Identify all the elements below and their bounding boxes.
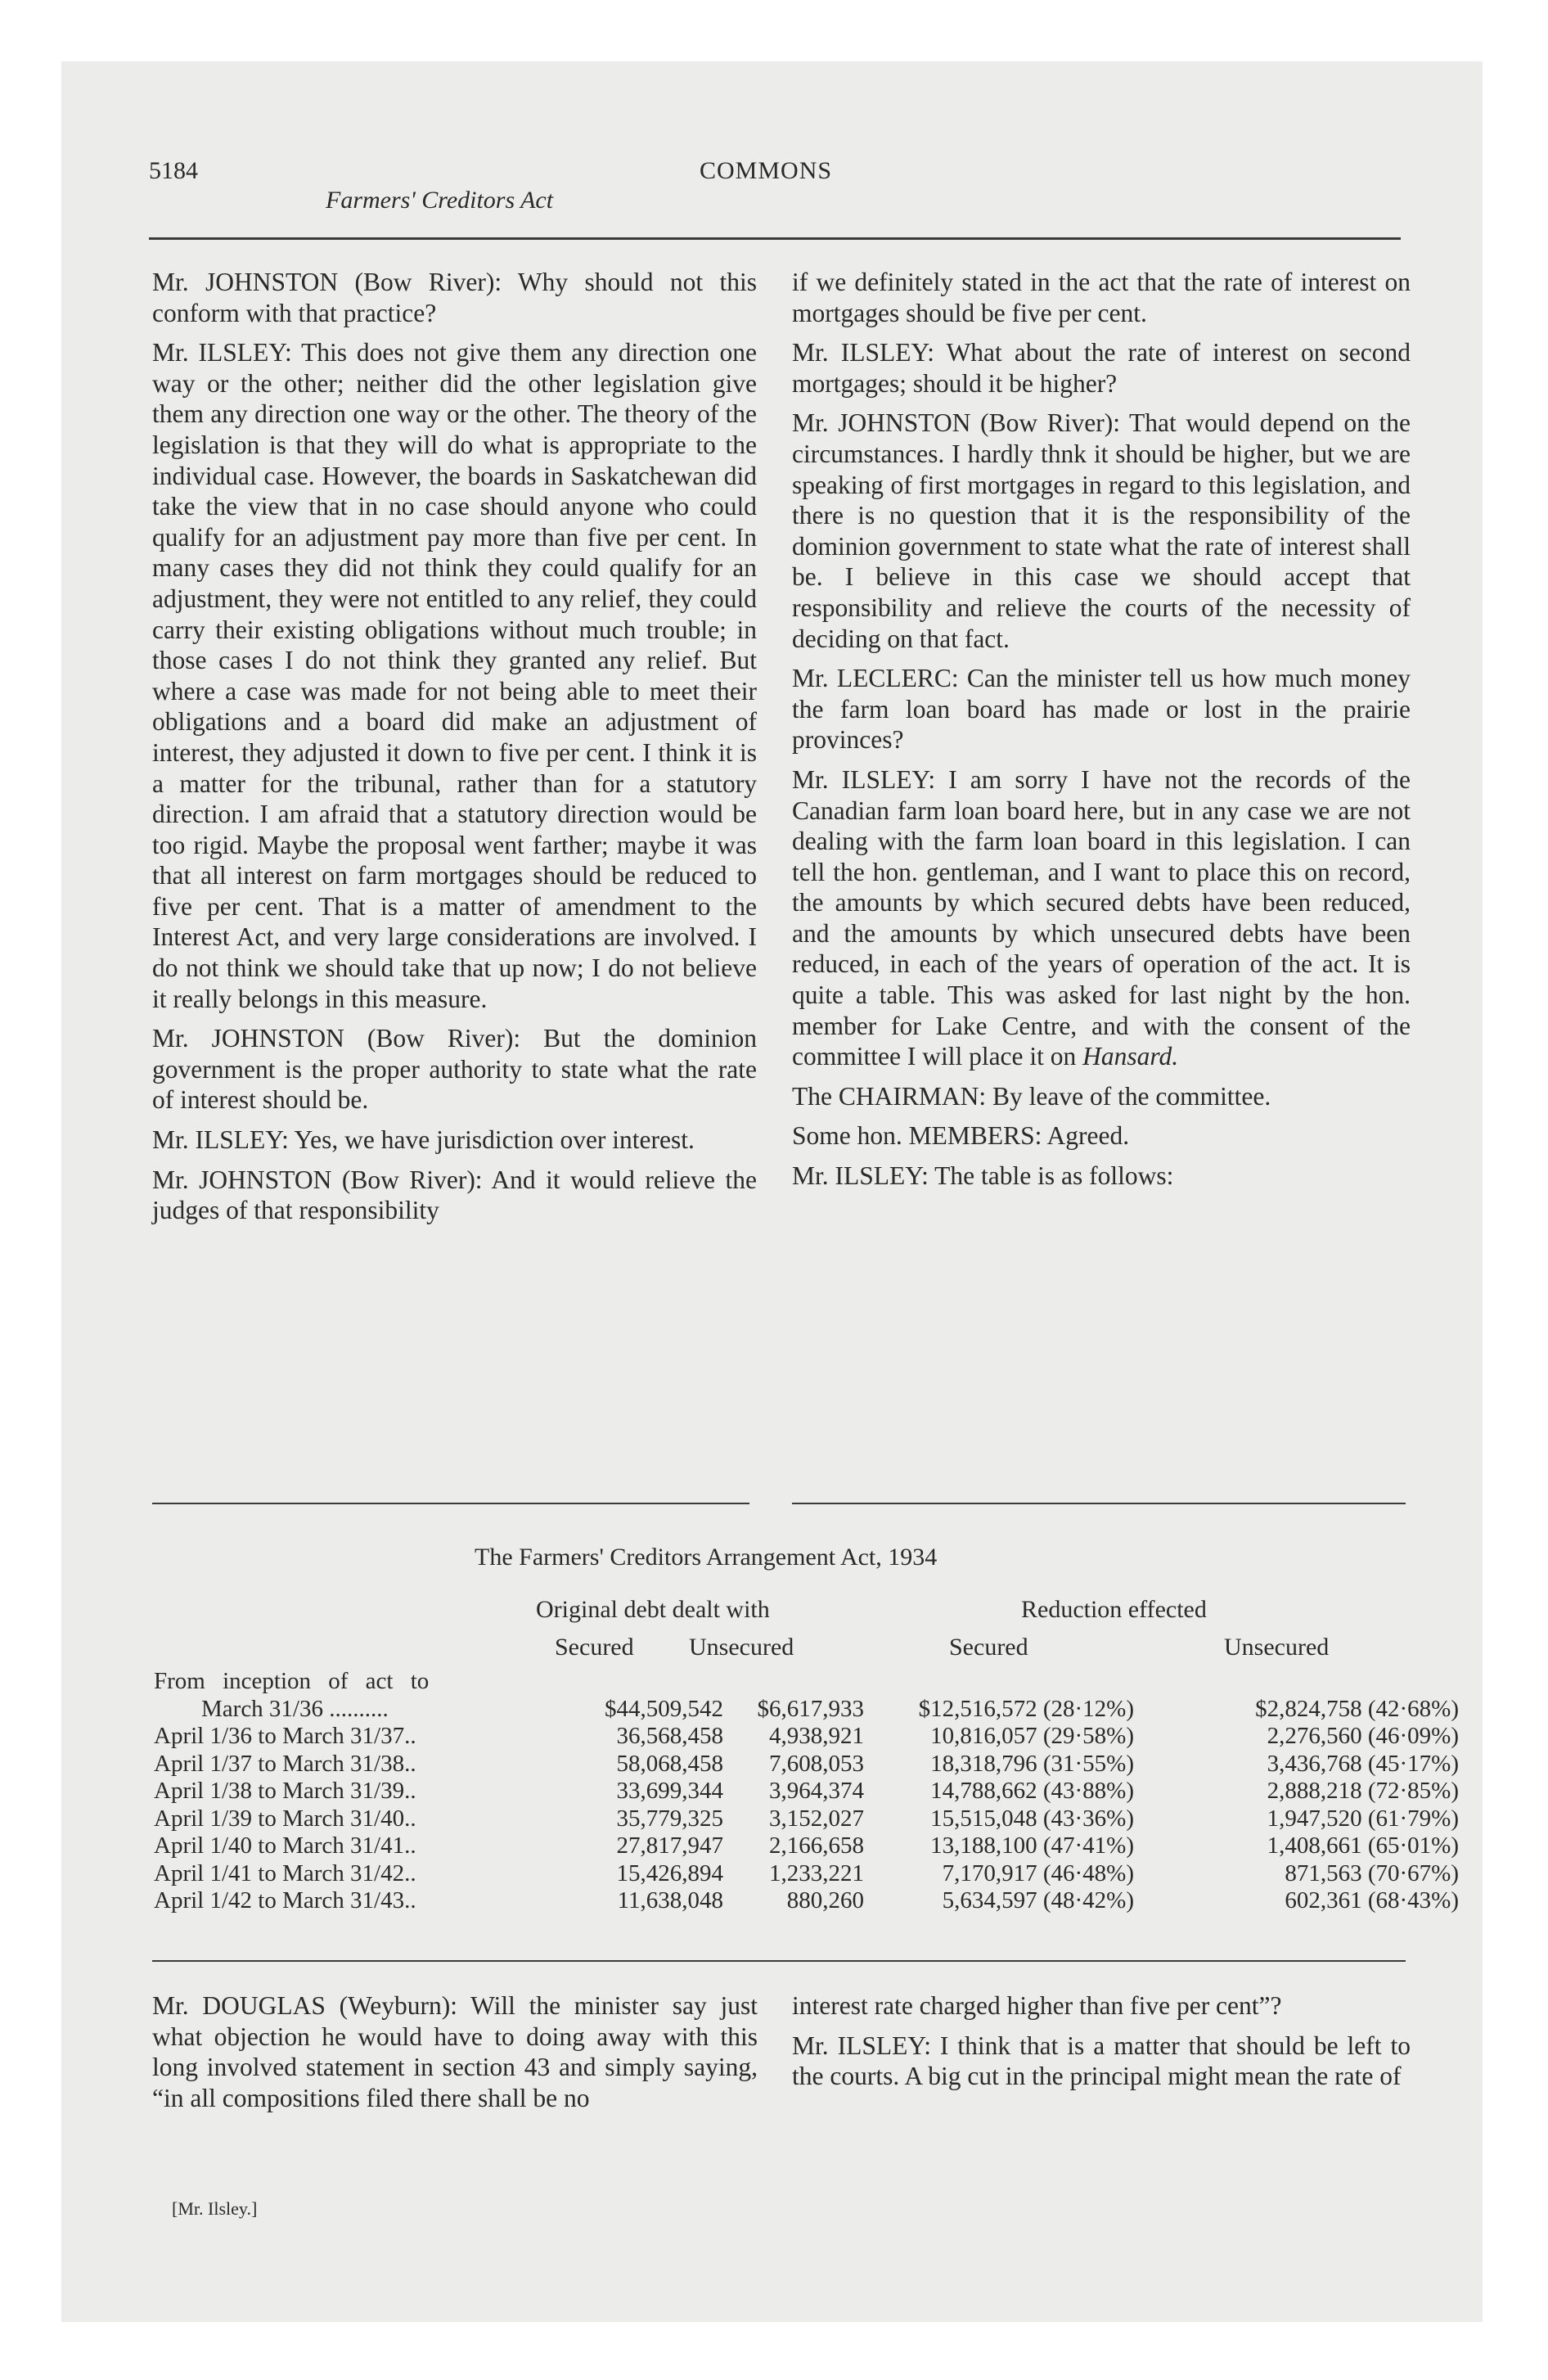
paragraph: Mr. ILSLEY: What about the rate of interest on second mortgages; should it be higher?	[792, 338, 1411, 398]
paragraph: Mr. ILSLEY: I think that is a matter that should be left to the courts. A big cut in the principal might mean the rate of	[792, 2031, 1411, 2091]
col-header-orig-unsecured: Unsecured	[689, 1634, 794, 1661]
orig-secured: 33,699,344	[616, 1778, 723, 1804]
period: April 1/40 to March 31/41..	[154, 1832, 416, 1859]
table-row	[154, 1696, 1459, 1724]
left-column	[152, 267, 757, 1235]
period: March 31/36 ..........	[201, 1695, 389, 1722]
period: April 1/38 to March 31/39..	[154, 1778, 416, 1804]
table-row	[154, 1751, 1459, 1778]
red-unsecured: 602,361 (68·43%)	[1285, 1887, 1459, 1913]
red-secured: 10,816,057 (29·58%)	[930, 1723, 1134, 1749]
red-secured: 5,634,597 (48·42%)	[942, 1887, 1134, 1913]
red-secured: 14,788,662 (43·88%)	[930, 1778, 1134, 1804]
period: April 1/41 to March 31/42..	[154, 1859, 416, 1886]
header-rule	[149, 237, 1401, 240]
red-secured: $12,516,572 (28·12%)	[918, 1695, 1134, 1722]
orig-unsecured: 2,166,658	[769, 1832, 864, 1859]
orig-secured: 58,068,458	[616, 1750, 723, 1777]
paragraph-text: Mr. ILSLEY: I am sorry I have not the records of the Canadian farm loan board here, but in any case we are not dealing with the farm loan board in this legislation. I can tell the hon. gentleman, and I want to place this on record, the amounts by which secured debts have been reduced, and the amounts by which unsecured debts have been reduced, in each of the years of operation of the act. It is quite a table. This was asked for last night by the hon. member for Lake Centre, and with the consent of the committee I will place it on	[792, 764, 1411, 1071]
orig-unsecured: 4,938,921	[769, 1723, 864, 1749]
table-row	[154, 1887, 1459, 1915]
paragraph: Some hon. MEMBERS: Agreed.	[792, 1121, 1130, 1151]
paragraph: Mr. JOHNSTON (Bow River): But the dominion government is the proper authority to state what the rate of interest should be.	[152, 1024, 757, 1115]
red-secured: 15,515,048 (43·36%)	[930, 1805, 1134, 1832]
table-row	[154, 1778, 1459, 1805]
red-unsecured: $2,824,758 (42·68%)	[1255, 1695, 1459, 1722]
orig-unsecured: 3,152,027	[769, 1805, 864, 1832]
paragraph: Mr. LECLERC: Can the minister tell us how much money the farm loan board has made or lost in the prairie provinces?	[792, 664, 1411, 755]
table-caption: The Farmers' Creditors Arrangement Act, 1934	[475, 1544, 938, 1571]
red-unsecured: 1,947,520 (61·79%)	[1267, 1805, 1459, 1832]
paragraph: Mr. JOHNSTON (Bow River): That would depend on the circumstances. I hardly thnk it should be higher, but we are speaking of first mortgages in regard to this legislation, and there is no question that it is the responsibility of the dominion government to state what the rate of interest shall be. I believe in this case we should accept that responsibility and relieve the courts of the necessity of deciding on that fact.	[792, 408, 1411, 653]
col-header-red-unsecured: Unsecured	[1224, 1634, 1330, 1661]
col-header-orig-secured: Secured	[555, 1634, 634, 1661]
orig-unsecured: $6,617,933	[757, 1695, 864, 1722]
paragraph: if we definitely stated in the act that the rate of interest on mortgages should be five per cent.	[792, 268, 1411, 327]
right-column	[792, 267, 1411, 1201]
orig-unsecured: 880,260	[786, 1887, 864, 1913]
page-number: 5184	[149, 157, 198, 184]
table-bottom-rule	[152, 1960, 1406, 1962]
orig-unsecured: 1,233,221	[769, 1859, 864, 1886]
running-subtitle: Farmers' Creditors Act	[326, 187, 554, 214]
red-unsecured: 2,888,218 (72·85%)	[1267, 1778, 1459, 1804]
red-unsecured: 3,436,768 (45·17%)	[1267, 1750, 1459, 1777]
paragraph: The CHAIRMAN: By leave of the committee.	[792, 1081, 1271, 1111]
hansard-italic: Hansard.	[1082, 1042, 1179, 1071]
table-top-rule-left	[152, 1503, 749, 1504]
period: April 1/42 to March 31/43..	[154, 1887, 416, 1913]
period: April 1/37 to March 31/38..	[154, 1750, 416, 1777]
orig-secured: 36,568,458	[616, 1723, 723, 1749]
period-prefix: From inception of act to	[154, 1668, 430, 1694]
orig-secured: 27,817,947	[616, 1832, 723, 1859]
period: April 1/36 to March 31/37..	[154, 1723, 416, 1749]
red-secured: 18,318,796 (31·55%)	[930, 1750, 1134, 1777]
speaker-footnote: [Mr. Ilsley.]	[172, 2198, 258, 2219]
red-unsecured: 1,408,661 (65·01%)	[1267, 1832, 1459, 1859]
bottom-right-column	[792, 1990, 1411, 2101]
paragraph: interest rate charged higher than five per cent”?	[792, 1991, 1282, 2020]
paragraph: Mr. ILSLEY: This does not give them any direction one way or the other; neither did the other legislation give them any direction one way or the other. The theory of the legislation is that they will do what is appropriate to the individual case. However, the boards in Saskatchewan did take the view that in no case should anyone who could qualify for an adjustment pay more than five per cent. In many cases they did not think they could qualify for an adjustment, they were not entitled to any relief, they could carry their existing obligations without much trouble; in those cases I do not think they granted any relief. But where a case was made for not being able to meet their obligations and a board did make an adjustment of interest, they adjusted it down to five per cent. I think it is a matter for the tribunal, rather than for a statutory direction. I am afraid that a statutory direction would be too rigid. Maybe the proposal went farther; maybe it was that all interest on farm mortgages should be reduced to five per cent. That is a matter of amendment to the Interest Act, and very large considerations are involved. I do not think we should take that up now; I do not believe it really belongs in this measure.	[152, 338, 757, 1013]
red-unsecured: 2,276,560 (46·09%)	[1267, 1723, 1459, 1749]
running-title: COMMONS	[700, 157, 833, 184]
red-secured: 7,170,917 (46·48%)	[942, 1859, 1134, 1886]
group-header-reduction: Reduction effected	[1021, 1596, 1207, 1623]
paragraph: Mr. JOHNSTON (Bow River): Why should not this conform with that practice?	[152, 268, 757, 327]
table-top-rule-right	[792, 1503, 1406, 1504]
paragraph: Mr. ILSLEY: Yes, we have jurisdiction over interest.	[152, 1125, 695, 1155]
paragraph	[792, 764, 1411, 1072]
table-row	[154, 1805, 1459, 1833]
orig-secured: 11,638,048	[617, 1887, 723, 1913]
paragraph: Mr. DOUGLAS (Weyburn): Will the minister say just what objection he would have to doing away with this long involved statement in section 43 and simply saying, “in all compositions filed there shall be no	[152, 1991, 758, 2112]
table-row	[154, 1723, 1459, 1751]
group-header-original: Original debt dealt with	[536, 1596, 770, 1623]
table-row	[154, 1860, 1459, 1888]
period: April 1/39 to March 31/40..	[154, 1805, 416, 1832]
orig-secured: 15,426,894	[616, 1859, 723, 1886]
table-row	[154, 1832, 1459, 1860]
paragraph: Mr. ILSLEY: The table is as follows:	[792, 1161, 1174, 1191]
bottom-left-column	[152, 1990, 758, 2122]
orig-unsecured: 7,608,053	[769, 1750, 864, 1777]
table-row	[154, 1668, 1459, 1696]
orig-secured: $44,509,542	[605, 1695, 723, 1722]
orig-unsecured: 3,964,374	[769, 1778, 864, 1804]
col-header-red-secured: Secured	[949, 1634, 1028, 1661]
orig-secured: 35,779,325	[616, 1805, 723, 1832]
red-secured: 13,188,100 (47·41%)	[930, 1832, 1134, 1859]
debt-table	[154, 1668, 1459, 1915]
paragraph: Mr. JOHNSTON (Bow River): And it would relieve the judges of that responsibility	[152, 1165, 757, 1225]
red-unsecured: 871,563 (70·67%)	[1285, 1859, 1459, 1886]
